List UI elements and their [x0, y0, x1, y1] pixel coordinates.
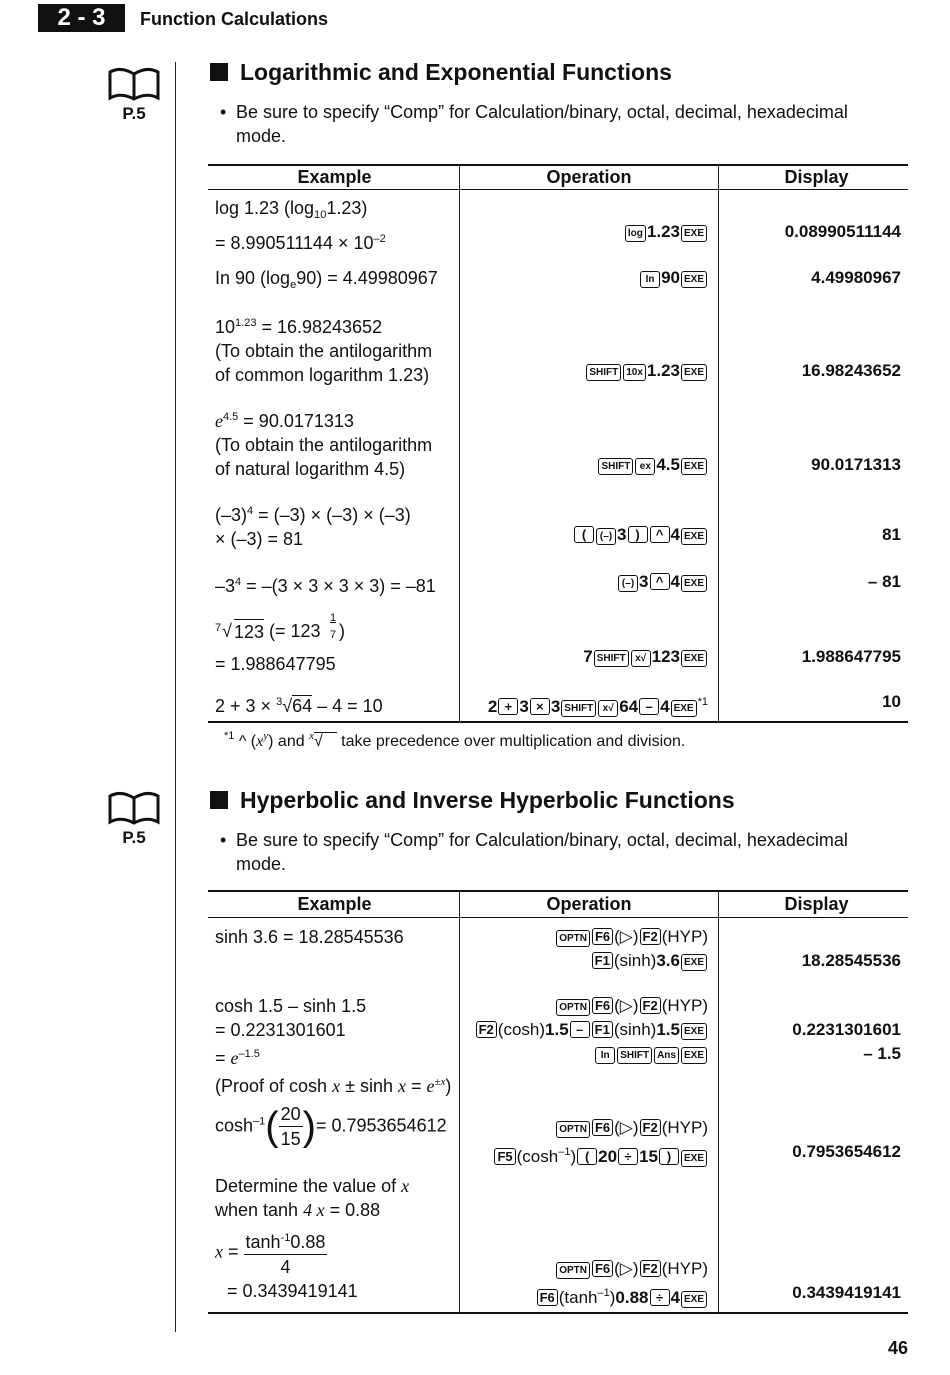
plus-key: + [498, 698, 518, 715]
operation-cell: SHIFT 10x 1.23 EXE [585, 359, 708, 383]
minus-key: – [570, 1021, 590, 1038]
exe-key: EXE [681, 954, 707, 971]
book-icon [107, 790, 161, 826]
section-title [210, 59, 672, 86]
operation-cell: (–) 3 ^ 4 EXE [617, 570, 708, 594]
exe-key: EXE [681, 1023, 707, 1040]
bullet-square [210, 791, 228, 809]
column-header-example: Example [297, 167, 372, 187]
f6-key: F6 [592, 997, 613, 1014]
page-reference-label: P.5 [122, 828, 146, 847]
example-cell: $-3^4 = -(3 \times 3 \times 3 \times 3) = -81$ [215, 576, 436, 596]
example-cell: Determine the value of x when tanh 4 x = 0.88 x = $\frac{\tanh^{-1}0.88}{4}$ = 0.3439419141 [215, 1176, 410, 1301]
bullet-dot: • [220, 830, 227, 850]
exe-key: EXE [681, 1291, 707, 1308]
shift-key: SHIFT [598, 458, 633, 475]
operation-cell: OPTN F6 (▷) F2 (HYP) F1 (sinh)3.6 EXE [555, 925, 708, 973]
display-cell: 16.98243652 [801, 361, 901, 380]
example-cell: In 90 $(\log_e90) = 4.49980967$ [215, 268, 438, 291]
f2-key: F2 [476, 1021, 497, 1038]
column-divider [718, 891, 719, 1313]
example-cell: $e^{4.5} = 90.0171313$ (To obtain the antilogarithm of natural logarithm 4.5) [215, 411, 433, 479]
shift-key: SHIFT [561, 700, 596, 717]
bullet-text: Be sure to specify “Comp” for Calculation/binary, octal, decimal, hexadecimal mode. [236, 102, 848, 146]
shift-key: SHIFT [586, 364, 621, 381]
f2-key: F2 [640, 1260, 661, 1277]
section-title-text: Logarithmic and Exponential Functions [240, 59, 672, 85]
display-cell: 0.08990511144 [784, 222, 901, 241]
e-power-key: ex [635, 458, 655, 475]
log-key: log [625, 225, 646, 242]
table-top-rule [208, 890, 908, 892]
bullet-square [210, 63, 228, 81]
example-cell: log 1.23 $(\log_{10}1.23)$ = $8.990511144 \times 10^{-2}$ [215, 198, 386, 253]
exe-key: EXE [681, 458, 707, 475]
section-title [210, 787, 735, 814]
exe-key: EXE [671, 700, 697, 717]
exe-key: EXE [681, 225, 707, 242]
column-header-operation: Operation [546, 167, 632, 187]
f1-key: F1 [592, 952, 613, 969]
operation-cell: OPTN F6 (▷) F2 (HYP) F5 $(\cosh^{-1})$ ( 20 ÷ 15 ) EXE [493, 1116, 708, 1169]
f6-key: F6 [592, 1119, 613, 1136]
page-reference-label: P.5 [122, 104, 146, 123]
book-icon [107, 66, 161, 102]
exe-key: EXE [681, 364, 707, 381]
operation-cell: 2 + 3 × 3 SHIFT x√ 64 – 4 EXE$^{*1}$ [487, 696, 708, 716]
bullet-text: Be sure to specify “Comp” for Calculation/binary, octal, decimal, hexadecimal mode. [236, 830, 848, 874]
f1-key: F1 [592, 1021, 613, 1038]
column-header-display: Display [784, 894, 849, 914]
bullet-note [220, 100, 900, 148]
column-divider [459, 165, 460, 722]
example-cell: cosh 1.5 – sinh 1.5 = 0.2231301601 = $e^{-1.5}$ (Proof of $\cosh x \pm \sinh x = e^{\pm x}$) [215, 996, 452, 1096]
exe-key: EXE [681, 650, 707, 667]
display-cell: 10 [882, 692, 901, 711]
open-paren-key: ( [577, 1148, 597, 1165]
f6-key: F6 [592, 928, 613, 945]
display-cell: 18.28545536 [801, 951, 901, 970]
exe-key: EXE [681, 1150, 707, 1167]
table-bottom-rule [208, 1312, 908, 1314]
column-divider [718, 165, 719, 722]
chapter-title: Function Calculations [140, 9, 329, 29]
display-cell: 4.49980967 [811, 268, 901, 287]
minus-key: – [639, 698, 659, 715]
display-cell: 0.3439419141 [792, 1283, 901, 1302]
power-key: ^ [650, 526, 670, 543]
footnote: $^{*1}$ ^ $(x^y)$ and $^x$√ take precedence over multiplication and division. [224, 730, 686, 750]
optn-key: OPTN [556, 999, 590, 1016]
page-reference [104, 790, 164, 848]
chapter-header [38, 4, 918, 34]
divide-key: ÷ [650, 1289, 670, 1306]
example-cell: sinh 3.6 = 18.28545536 [215, 927, 404, 947]
operation-cell: 7 SHIFT x√ 123 EXE [583, 645, 708, 669]
f6-key: F6 [592, 1260, 613, 1277]
exe-key: EXE [681, 1047, 707, 1064]
section-title-text: Hyperbolic and Inverse Hyperbolic Functions [240, 787, 735, 813]
f2-key: F2 [640, 1119, 661, 1136]
display-cell: 81 [882, 525, 901, 544]
negative-key: (–) [596, 528, 616, 545]
display-cell: 0.7953654612 [792, 1142, 901, 1161]
exe-key: EXE [681, 528, 707, 545]
operation-cell: ( (–) 3 ) ^ 4 EXE [573, 523, 708, 547]
f5-key: F5 [494, 1148, 515, 1165]
operation-cell: In 90 EXE [639, 266, 708, 290]
ln-key: In [595, 1047, 615, 1064]
bullet-dot: • [220, 102, 227, 122]
column-header-example: Example [297, 894, 372, 914]
operation-cell: OPTN F6 (▷) F2 (HYP) F2 (cosh)1.5 – F1 (sinh)1.5 EXE In SHIFT Ans EXE [475, 994, 708, 1066]
table-header-rule [208, 917, 908, 918]
page-number: 46 [887, 1338, 908, 1358]
section-number-badge: 2 - 3 [38, 4, 125, 32]
table-top-rule [208, 164, 908, 166]
divide-key: ÷ [618, 1148, 638, 1165]
example-cell: 2 + 3 × $^3$√64 – 4 = 10 [215, 696, 383, 716]
root-key: x√ [598, 700, 618, 717]
example-cell: $(-3)^4 = (-3) \times (-3) \times (-3)$ × (–3) = 81 [215, 505, 411, 549]
root-key: x√ [631, 650, 651, 667]
ln-key: In [640, 271, 660, 288]
table-header-rule [208, 189, 908, 190]
f6-key: F6 [537, 1289, 558, 1306]
page-reference [104, 66, 164, 124]
optn-key: OPTN [556, 930, 590, 947]
bullet-note [220, 828, 900, 876]
operation-cell: log 1.23 EXE [624, 220, 708, 244]
column-header-display: Display [784, 167, 849, 187]
display-cell: – 81 [867, 572, 901, 591]
ten-power-key: 10x [623, 364, 646, 381]
shift-key: SHIFT [617, 1047, 652, 1064]
open-paren-key: ( [574, 526, 594, 543]
f2-key: F2 [640, 997, 661, 1014]
display-cell: 0.2231301601 – 1.5 [792, 1020, 901, 1063]
multiply-key: × [530, 698, 550, 715]
close-paren-key: ) [628, 526, 648, 543]
optn-key: OPTN [556, 1262, 590, 1279]
margin-rule [175, 62, 176, 1332]
column-divider [459, 891, 460, 1313]
column-header-operation: Operation [546, 894, 632, 914]
table-bottom-rule [208, 721, 908, 723]
display-cell: 90.0171313 [811, 455, 901, 474]
example-cell: $10^{1.23} = 16.98243652$ (To obtain the antilogarithm of common logarithm 1.23) [215, 317, 433, 385]
display-cell: 1.988647795 [801, 647, 901, 666]
operation-cell: OPTN F6 (▷) F2 (HYP) F6 $(\tanh^{-1})0.88 \div 4$ EXE [536, 1257, 708, 1310]
example-cell: $\cosh^{-1}$( $\frac{20}{15}$ )= 0.7953654612 [215, 1104, 447, 1149]
ans-key: Ans [654, 1047, 679, 1064]
close-paren-key: ) [659, 1148, 679, 1165]
power-key: ^ [650, 573, 670, 590]
exe-key: EXE [681, 575, 707, 592]
exe-key: EXE [681, 271, 707, 288]
shift-key: SHIFT [594, 650, 629, 667]
negative-key: (–) [618, 575, 638, 592]
f2-key: F2 [640, 928, 661, 945]
optn-key: OPTN [556, 1121, 590, 1138]
operation-cell: SHIFT ex 4.5 EXE [597, 453, 708, 477]
example-cell: 7 √ 123 (= 123 1 7 ) = 1.988647795 [215, 612, 345, 674]
